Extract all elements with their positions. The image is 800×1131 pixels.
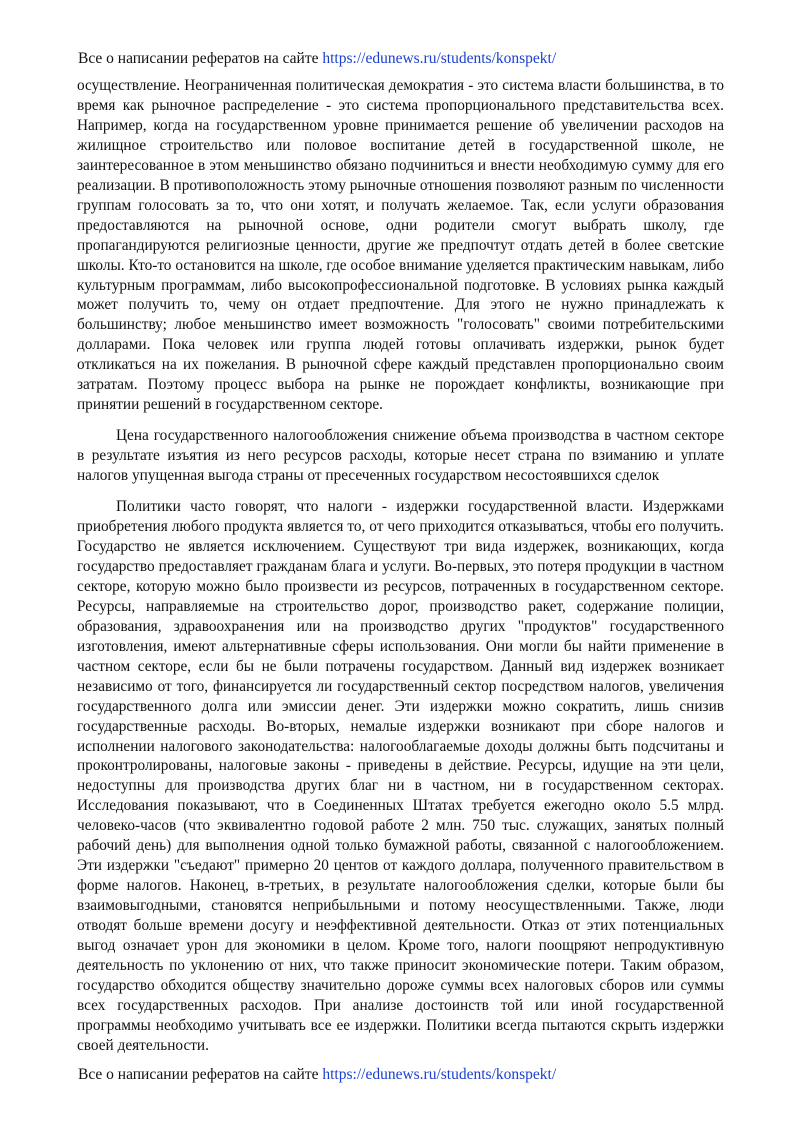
document-body [77,76,724,1056]
body-paragraph-3: Политики часто говорят, что налоги - издержки государственной власти. Издержками приобретения любого продукта является то, от чего приходится отказываться, чтобы его получить. Государство не является исключением. Существуют три вида издержек, возникающих, когда государство предоставляет гражданам блага и услуги. Во-первых, это потеря продукции в частном секторе, которую можно было произвести из ресурсов, потраченных в государственном секторе. Ресурсы, направляемые на строительство дорог, производство ракет, содержание полиции, образования, здравоохранения или на производство других "продуктов" государственного изготовления, имеют альтернативные сферы использования. Они могли бы найти применение в частном секторе, если бы не были потрачены государством. Данный вид издержек возникает независимо от того, финансируется ли государственный сектор посредством налогов, увеличения государственного долга или эмиссии денег. Эти издержки можно сократить, лишь снизив государственные расходы. Во-вторых, немалые издержки возникают при сборе налогов и исполнении налогового законодательства: налогооблагаемые доходы должны быть подсчитаны и проконтролированы, налоговые законы - приведены в действие. Ресурсы, идущие на эти цели, недоступны для производства других благ ни в частном, ни в государственном секторах. Исследования показывают, что в Соединенных Штатах требуется ежегодно около 5.5 млрд. человеко-часов (что эквивалентно годовой работе 2 млн. 750 тыс. служащих, занятых полный рабочий день) для выполнения одной только бумажной работы, связанной с налогообложением. Эти издержки "съедают" примерно 20 центов от каждого доллара, полученного правительством в форме налогов. Наконец, в-третьих, в результате налогообложения сделки, которые были бы взаимовыгодными, становятся неприбыльными и потому неосуществленными. Также, люди отводят больше времени досугу и неэффективной деятельности. Отказ от этих потенциальных выгод означает урон для экономики в целом. Кроме того, налоги поощряют непродуктивную деятельность по уклонению от них, что также приносит экономические потери. Таким образом, государство обходится обществу значительно дороже суммы всех налоговых сборов или суммы всех государственных расходов. При анализе достоинств той или иной государственной программы необходимо учитывать все ее издержки. Политики всегда пытаются скрыть издержки своей деятельности. [77,498,724,1054]
body-paragraph-1: осуществление. Неограниченная политическая демократия - это система власти большинства, в то время как рыночное распределение - это система пропорционального представительства всех. Например, когда на государственном уровне принимается решение об увеличении расходов на жилищное строительство или половое воспитание детей в государственной школе, не заинтересованное в этом меньшинство обязано подчиниться и внести необходимую сумму для его реализации. В противоположность этому рыночные отношения позволяют разным по численности группам голосовать за то, что они хотят, и получать желаемое. Так, если услуги образования предоставляются на рыночной основе, одни родители смогут выбрать школу, где пропагандируются религиозные ценности, другие же предпочтут отдать детей в более светские школы. Кто-то остановится на школе, где особое внимание уделяется практическим навыкам, либо культурным программам, либо высокопрофессиональной подготовке. В условиях рынка каждый может получить то, чему он отдает предпочтение. Для этого не нужно принадлежать к большинству; любое меньшинство имеет возможность "голосовать" своими потребительскими долларами. Пока человек или группа людей готовы оплачивать издержки, рынок будет откликаться на их пожелания. В рыночной сфере каждый представлен пропорционально своим затратам. Поэтому процесс выбора на рынке не порождает конфликты, возникающие при принятии решений в государственном секторе. [77,77,724,414]
page-footer [78,1065,738,1085]
page-header [78,49,738,69]
header-text: Все о написании рефератов на сайте [78,50,323,67]
footer-site-link[interactable]: https://edunews.ru/students/konspekt/ [322,1066,557,1083]
footer-text: Все о написании рефератов на сайте [78,1066,323,1083]
header-site-link[interactable]: https://edunews.ru/students/konspekt/ [322,50,557,67]
body-paragraph-2: Цена государственного налогообложения снижение объема производства в частном секторе в результате изъятия из него ресурсов расходы, которые несет страна по взиманию и уплате налогов упущенная выгода страны от пресеченных государством несостоявшихся сделок [77,427,724,485]
